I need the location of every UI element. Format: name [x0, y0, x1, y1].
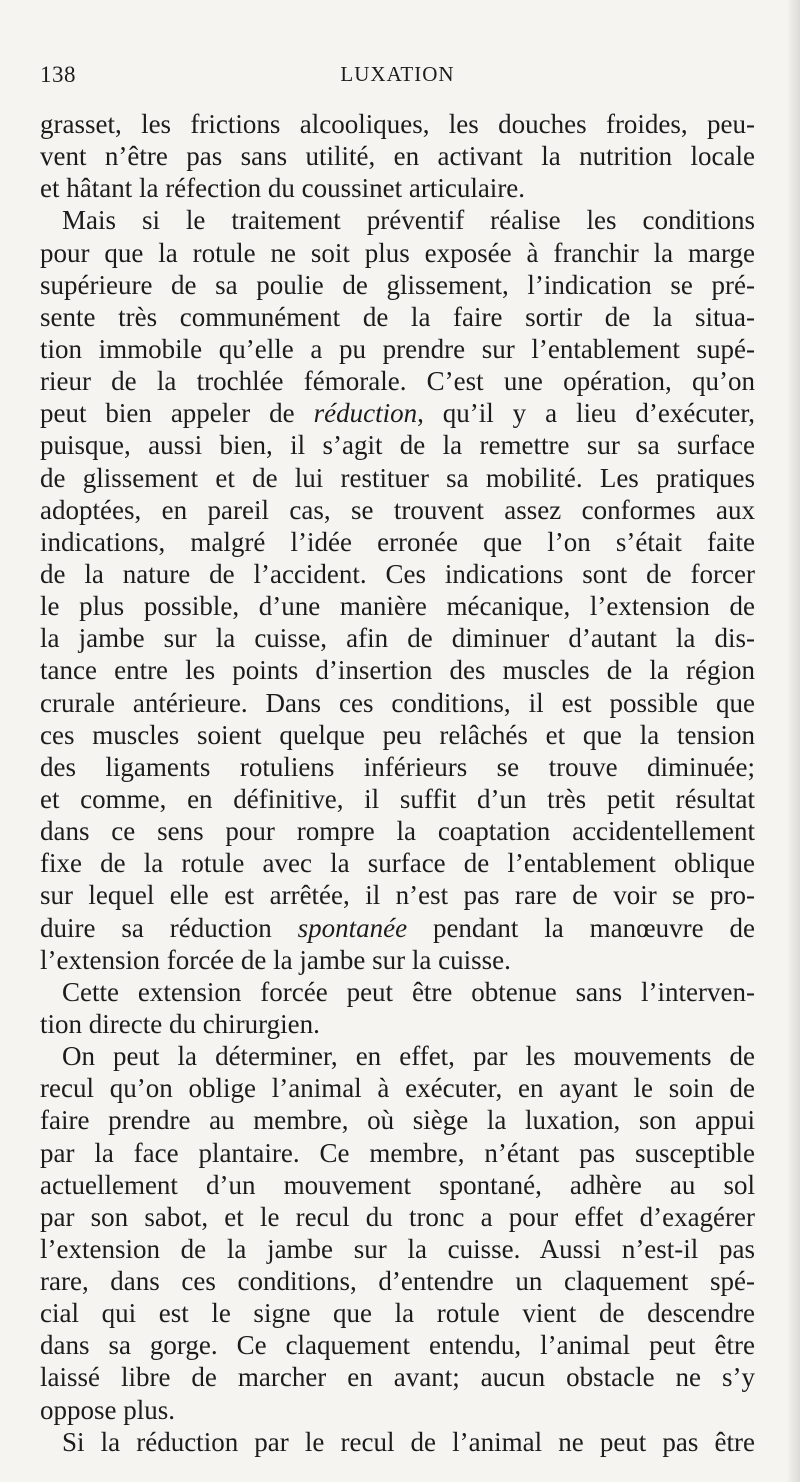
text-line: Si la réduction par le recul de l’animal ne peut pas être	[62, 1426, 755, 1457]
text-line: Mais si le traitement préventif réalise les conditions	[62, 205, 755, 236]
text-line: tance entre les points d’insertion des muscles de la région	[40, 655, 755, 686]
text-line: le plus possible, d’une manière mécanique, l’extension de	[40, 591, 755, 622]
italic-term: spontanée	[297, 912, 408, 943]
text-segment: duire sa réduction	[40, 912, 298, 943]
text-line: rieur de la trochlée fémorale. C’est une opération, qu’on	[40, 366, 755, 397]
text-line: fixe de la rotule avec la surface de l’entablement oblique	[40, 848, 755, 879]
text-line: actuellement d’un mouvement spontané, adhère au sol	[40, 1169, 755, 1200]
text-line: et hâtant la réfection du coussinet articulaire.	[40, 173, 526, 204]
text-line: adoptées, en pareil cas, se trouvent assez conformes aux	[40, 494, 755, 525]
text-segment: peut bien appeler de	[40, 398, 314, 429]
text-line: la jambe sur la cuisse, afin de diminuer d’autant la dis-	[40, 623, 755, 654]
running-header	[40, 62, 755, 94]
text-line: l’extension forcée de la jambe sur la cuisse.	[40, 944, 511, 975]
text-line: dans ce sens pour rompre la coaptation accidentellement	[40, 816, 755, 847]
text-line: des ligaments rotuliens inférieurs se trouve diminuée;	[40, 751, 755, 782]
text-line: puisque, aussi bien, il s’agit de la remettre sur sa surface	[40, 430, 755, 461]
text-line: recul qu’on oblige l’animal à exécuter, en ayant le soin de	[40, 1073, 755, 1104]
page-edge-shadow	[786, 0, 800, 1482]
text-line: sur lequel elle est arrêtée, il n’est pas rare de voir se pro-	[40, 880, 755, 911]
text-line: de la nature de l’accident. Ces indications sont de forcer	[40, 558, 755, 589]
page-number: 138	[40, 62, 76, 87]
text-line: laissé libre de marcher en avant; aucun obstacle ne s’y	[40, 1362, 755, 1393]
text-line: de glissement et de lui restituer sa mobilité. Les pratiques	[40, 462, 755, 493]
text-line: ces muscles soient quelque peu relâchés et que la tension	[40, 719, 755, 750]
text-segment: , qu’il y a lieu d’exécuter,	[417, 398, 755, 429]
text-line: pour que la rotule ne soit plus exposée à franchir la marge	[40, 237, 755, 268]
text-line: Cette extension forcée peut être obtenue sans l’interven-	[62, 976, 755, 1007]
text-line: indications, malgré l’idée erronée que l’on s’était faite	[40, 526, 755, 557]
text-line: grasset, les frictions alcooliques, les douches froides, peu-	[40, 109, 755, 139]
text-line: par son sabot, et le recul du tronc a pour effet d’exagérer	[40, 1201, 755, 1232]
body-text	[40, 108, 755, 1458]
text-line: dans sa gorge. Ce claquement entendu, l’animal peut être	[40, 1330, 755, 1361]
text-line: par la face plantaire. Ce membre, n’étant pas susceptible	[40, 1137, 755, 1168]
text-line	[40, 912, 755, 944]
text-line: tion immobile qu’elle a pu prendre sur l’entablement supé-	[40, 333, 755, 364]
text-line	[40, 397, 755, 429]
text-line: faire prendre au membre, où siège la luxation, son appui	[40, 1105, 755, 1136]
text-line: l’extension de la jambe sur la cuisse. Aussi n’est-il pas	[40, 1233, 755, 1264]
text-line: On peut la déterminer, en effet, par les mouvements de	[62, 1041, 755, 1072]
running-title: LUXATION	[340, 62, 455, 86]
text-line: crurale antérieure. Dans ces conditions, il est possible que	[40, 687, 755, 718]
text-line: tion directe du chirurgien.	[40, 1008, 320, 1039]
text-line: sente très communément de la faire sortir de la situa-	[40, 301, 755, 332]
text-line: vent n’être pas sans utilité, en activant la nutrition locale	[40, 141, 755, 172]
text-line: oppose plus.	[40, 1394, 175, 1425]
italic-term: réduction	[313, 398, 418, 429]
text-line: cial qui est le signe que la rotule vient de descendre	[40, 1298, 755, 1329]
text-line: rare, dans ces conditions, d’entendre un claquement spé-	[40, 1266, 755, 1297]
text-segment: pendant la manœuvre de	[407, 912, 755, 943]
text-line: supérieure de sa poulie de glissement, l’indication se pré-	[40, 269, 755, 300]
text-line: et comme, en définitive, il suffit d’un très petit résultat	[40, 783, 755, 814]
